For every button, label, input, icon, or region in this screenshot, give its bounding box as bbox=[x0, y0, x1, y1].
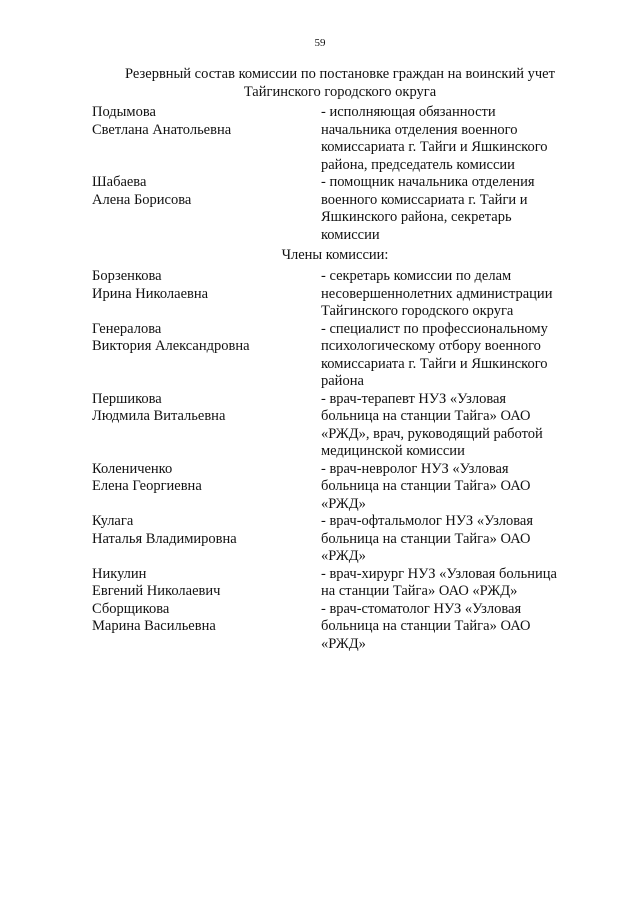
members-list bbox=[92, 268, 582, 653]
role-line: военного комиссариата г. Тайги и bbox=[321, 191, 528, 208]
person-role bbox=[321, 104, 581, 174]
given-names: Елена Георгиевна bbox=[92, 478, 202, 494]
role-line: комиссариата г. Тайги и Яшкинского bbox=[321, 139, 548, 155]
role-line: «РЖД», врач, руководящий работой bbox=[321, 425, 543, 442]
list-item bbox=[92, 391, 582, 461]
list-item bbox=[92, 461, 582, 514]
role-line: комиссариата г. Тайги и Яшкинского bbox=[321, 355, 548, 372]
role-line: несовершеннолетних администрации bbox=[321, 285, 553, 302]
role-line: - врач-стоматолог НУЗ «Узловая bbox=[321, 600, 522, 617]
role-line: района, председатель комиссии bbox=[321, 156, 515, 173]
person-role bbox=[321, 513, 581, 566]
role-line: - врач-невролог НУЗ «Узловая bbox=[321, 460, 509, 477]
person-name bbox=[92, 461, 321, 514]
list-item bbox=[92, 513, 582, 566]
role-line: - врач-хирург НУЗ «Узловая больница bbox=[321, 565, 557, 582]
list-item bbox=[92, 174, 582, 244]
surname: Кулага bbox=[92, 513, 134, 529]
surname: Колениченко bbox=[92, 460, 173, 477]
role-line: - врач-терапевт НУЗ «Узловая bbox=[321, 390, 507, 407]
person-role bbox=[321, 566, 581, 601]
role-line: Тайгинского городского округа bbox=[321, 303, 514, 319]
surname: Генералова bbox=[92, 320, 162, 337]
surname: Сборщикова bbox=[92, 600, 170, 617]
list-item bbox=[92, 104, 582, 174]
leadership-list bbox=[92, 104, 582, 244]
role-line: больница на станции Тайга» ОАО bbox=[321, 408, 531, 424]
person-name bbox=[92, 601, 321, 654]
person-role bbox=[321, 601, 581, 654]
role-line: - секретарь комиссии по делам bbox=[321, 268, 512, 284]
person-role bbox=[321, 461, 581, 514]
role-line: больница на станции Тайга» ОАО bbox=[321, 618, 531, 634]
given-names: Алена Борисова bbox=[92, 191, 192, 208]
role-line: на станции Тайга» ОАО «РЖД» bbox=[321, 583, 518, 599]
person-name bbox=[92, 391, 321, 461]
title-line: Резервный состав комиссии по постановке граждан на воинский учет bbox=[125, 66, 555, 82]
given-names: Людмила Витальевна bbox=[92, 408, 226, 424]
role-line: больница на станции Тайга» ОАО bbox=[321, 478, 531, 494]
person-role bbox=[321, 268, 581, 321]
role-line: «РЖД» bbox=[321, 548, 366, 564]
role-line: психологическому отбору военного bbox=[321, 338, 541, 354]
list-item bbox=[92, 268, 582, 321]
person-role bbox=[321, 174, 581, 244]
title-line: Тайгинского городского округа bbox=[243, 83, 437, 100]
list-item bbox=[92, 601, 582, 654]
given-names: Ирина Николаевна bbox=[92, 285, 209, 302]
given-names: Виктория Александровна bbox=[92, 338, 250, 354]
role-line: - исполняющая обязанности bbox=[321, 104, 496, 120]
surname: Борзенкова bbox=[92, 268, 162, 284]
role-line: «РЖД» bbox=[321, 495, 366, 512]
role-line: комиссии bbox=[321, 226, 380, 243]
role-line: «РЖД» bbox=[321, 635, 366, 652]
person-name bbox=[92, 268, 321, 321]
role-line: - специалист по профессиональному bbox=[321, 320, 548, 337]
person-name bbox=[92, 513, 321, 566]
person-name bbox=[92, 321, 321, 391]
role-line: - помощник начальника отделения bbox=[321, 174, 535, 190]
surname: Подымова bbox=[92, 104, 156, 120]
surname: Шабаева bbox=[92, 174, 147, 190]
surname: Першикова bbox=[92, 390, 162, 407]
person-role bbox=[321, 391, 581, 461]
given-names: Наталья Владимировна bbox=[92, 530, 237, 547]
surname: Никулин bbox=[92, 565, 147, 582]
role-line: Яшкинского района, секретарь bbox=[321, 209, 512, 225]
given-names: Светлана Анатольевна bbox=[92, 121, 232, 138]
role-line: района bbox=[321, 373, 364, 389]
person-role bbox=[321, 321, 581, 391]
person-name bbox=[92, 104, 321, 174]
members-heading: Члены комиссии: bbox=[281, 247, 389, 263]
list-item bbox=[92, 566, 582, 601]
document-title bbox=[80, 66, 600, 101]
page-number: 59 bbox=[314, 37, 326, 49]
list-item bbox=[92, 321, 582, 391]
role-line: - врач-офтальмолог НУЗ «Узловая bbox=[321, 513, 534, 529]
role-line: медицинской комиссии bbox=[321, 443, 465, 459]
person-name bbox=[92, 174, 321, 244]
person-name bbox=[92, 566, 321, 601]
role-line: больница на станции Тайга» ОАО bbox=[321, 530, 531, 547]
given-names: Евгений Николаевич bbox=[92, 583, 221, 599]
given-names: Марина Васильевна bbox=[92, 618, 216, 634]
role-line: начальника отделения военного bbox=[321, 121, 518, 138]
